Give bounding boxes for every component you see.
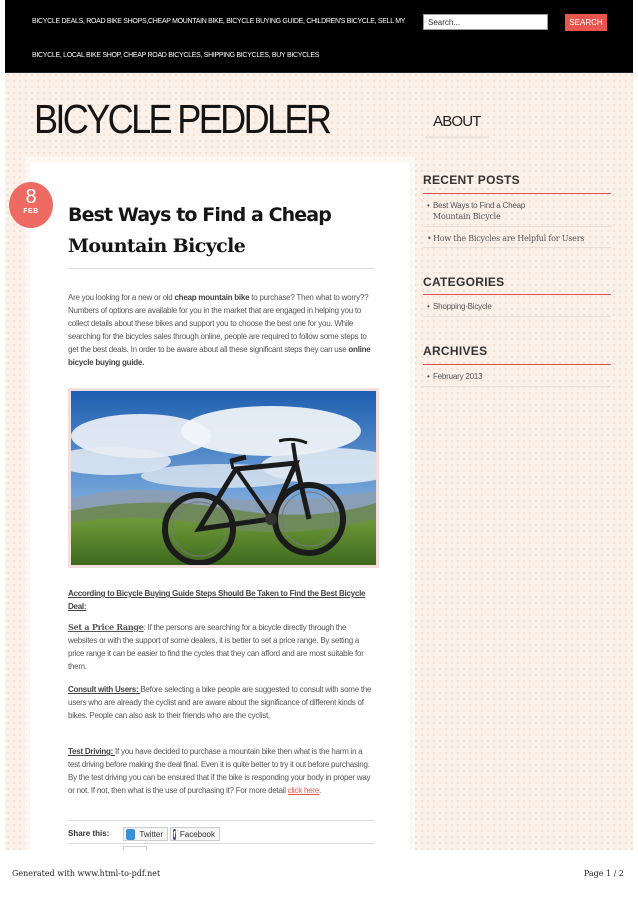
nav-links-row-1[interactable]: BICYCLE DEALS, ROAD BIKE SHOPS,CHEAP MOUNTAIN BIKE, BICYCLE BUYING GUIDE, CHILDREN'S BICYCLE, SELL MY	[32, 18, 406, 25]
recent-post-item-2[interactable]: • How the Bicycles are Helpful for Users	[427, 234, 585, 243]
post-date-day: 8	[25, 186, 37, 208]
archives-rule	[423, 364, 611, 365]
step-test-driving-title[interactable]: Test Driving:	[68, 747, 116, 756]
step-consult-users: Consult with Users: Before selecting a bike people are suggested to consult with some the users who are already the cyclist and are aware about the significance of different kinds of bikes. People can also ask to their friends who are the cyclist.	[68, 685, 372, 720]
click-here-link[interactable]: click here	[287, 786, 320, 795]
post-title-line2: Mountain Bicycle	[68, 235, 246, 257]
recent-posts-rule	[423, 193, 611, 194]
step-price-range: Set a Price Range: If the persons are searching for a bicycle directly through the websites or with the support of some dealers, it is better to set a price range. By setting a price range it can be easier to find the cycles that they can afford and are most suitable for them.	[68, 622, 364, 671]
twitter-label: Twitter	[139, 829, 163, 839]
share-divider-bottom	[68, 843, 374, 844]
page-number: Page 1 / 2	[583, 869, 624, 878]
pdf-generator-credit: Generated with www.html-to-pdf.net	[12, 869, 161, 878]
site-title[interactable]: BICYCLE PEDDLER	[34, 96, 330, 142]
facebook-label: Facebook	[179, 829, 215, 839]
recent-item-divider	[423, 226, 611, 227]
categories-title: CATEGORIES	[423, 275, 505, 289]
post-date-badge	[9, 182, 53, 228]
pdf-page	[5, 0, 633, 850]
search-button[interactable]: SEARCH	[565, 14, 607, 31]
post-date-month: FEB	[23, 208, 39, 215]
twitter-icon	[126, 829, 135, 840]
categories-rule	[423, 294, 611, 295]
recent-post-item-1[interactable]: • Best Ways to Find a Cheap Mountain Bicycle	[427, 201, 526, 221]
category-item-shopping-bicycle[interactable]: • Shopping-Bicycle	[427, 302, 492, 311]
bullet-icon: •	[427, 302, 430, 311]
category-item-divider	[423, 316, 611, 317]
nav-links-row-2[interactable]: BICYCLE, LOCAL BIKE SHOP, CHEAP ROAD BICYCLES, SHIPPING BICYCLES, BUY BICYCLES	[32, 52, 320, 59]
archive-item-divider	[423, 386, 611, 387]
post-title-line1: Best Ways to Find a Cheap	[68, 204, 331, 226]
share-label: Share this:	[68, 829, 110, 838]
guide-heading[interactable]: According to Bicycle Buying Guide Steps Should Be Taken to Find the Best Bicycle Deal:	[68, 589, 366, 611]
bullet-icon: •	[427, 201, 430, 210]
archives-title: ARCHIVES	[423, 344, 488, 358]
step-test-driving: Test Driving: If you have decided to purchase a mountain bike then what is the harm in a test driving before making the deal final. Even it is quite better to try it out before purchasing. By the test driving you can be ensured that if the bike is responding your body in proper way or not. If not, then what is the use of purchasing it? For more detail click here.	[68, 747, 371, 795]
online-bicycle-buying-guide-keyword: online bicycle buying guide.	[68, 345, 371, 367]
archive-item-february-2013[interactable]: • February 2013	[427, 372, 483, 381]
post-intro: Are you looking for a new or old cheap mountain bike to purchase? Then what to worry?? Numbers of options are available for you in the market that are engaged in helping you to collect details about these bikes and support you to choose the best one for you. While searching for the bicycles sales through online, people are required to follow some steps to get the best deals. In order to be aware about all these significant steps they can use online bicycle buying guide.	[68, 293, 371, 367]
facebook-share-button[interactable]	[170, 827, 220, 841]
about-link[interactable]: ABOUT	[425, 110, 489, 139]
share-divider-top	[68, 820, 374, 821]
recent-item-divider	[423, 247, 611, 248]
title-divider	[68, 268, 374, 269]
twitter-share-button[interactable]	[123, 827, 168, 841]
mountain-bike-image	[68, 388, 379, 568]
cheap-mountain-bike-keyword: cheap mountain bike	[174, 293, 250, 302]
post-title[interactable]	[68, 200, 368, 262]
recent-posts-title: RECENT POSTS	[423, 173, 520, 187]
like-button-stub[interactable]	[123, 846, 147, 850]
top-navigation-bar	[5, 0, 633, 73]
search-input[interactable]	[423, 14, 548, 30]
bullet-icon: •	[427, 372, 430, 381]
step-consult-users-title[interactable]: Consult with Users:	[68, 685, 141, 694]
bullet-icon: •	[427, 234, 432, 243]
mountain-bike-picture	[71, 391, 376, 565]
step-price-range-title[interactable]: Set a Price Range	[68, 622, 144, 632]
facebook-icon: f	[173, 829, 176, 839]
